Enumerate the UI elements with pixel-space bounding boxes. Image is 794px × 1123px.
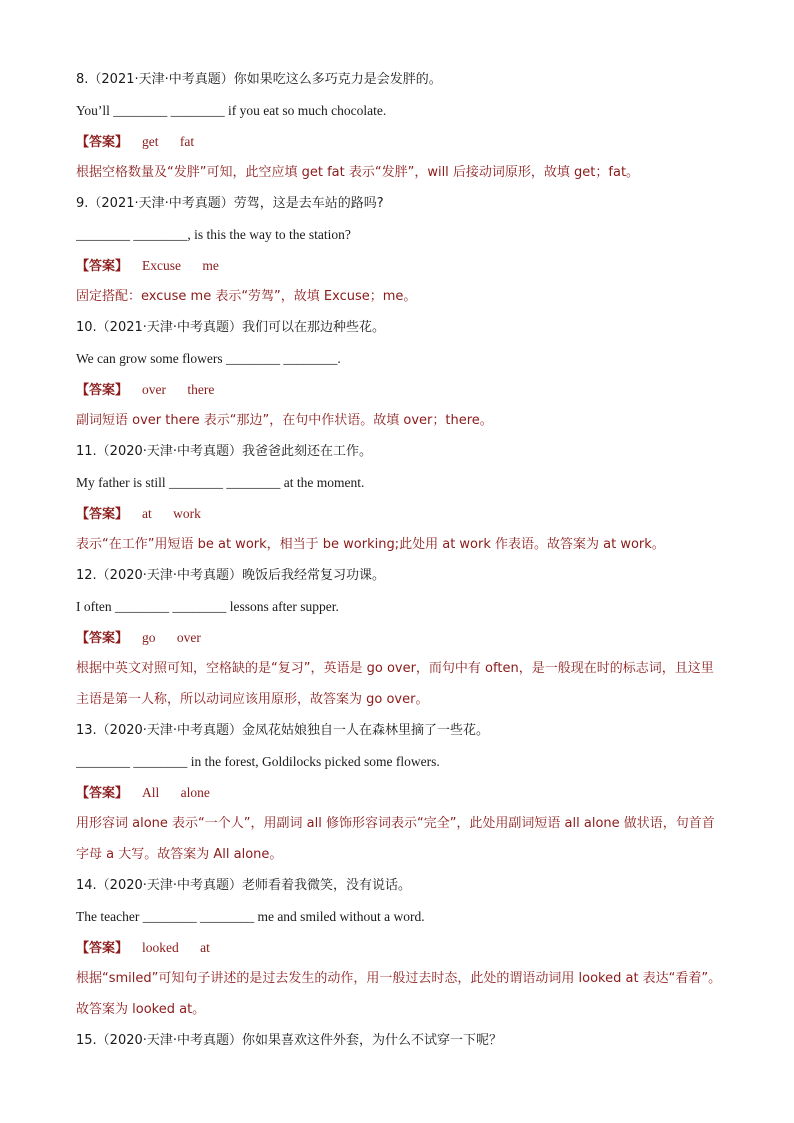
- question-block-15: [76, 1025, 726, 1056]
- question-stem: 15.（2020·天津·中考真题）你如果喜欢这件外套，为什么不试穿一下呢？: [76, 1033, 503, 1048]
- explanation: 副词短语 over there 表示“那边”，在句中作状语。故填 over；there。: [76, 413, 493, 428]
- answer-words: go over: [142, 630, 201, 645]
- explanation: 固定搭配：excuse me 表示“劳驾”，故填 Excuse；me。: [76, 289, 417, 304]
- answer-line: [76, 374, 726, 405]
- explanation: 根据中英文对照可知，空格缺的是“复习”，英语是 go over，而句中有 often，是一般现在时的标志词，且这里主语是第一人称，所以动词应该用原形，故答案为 go over。: [76, 661, 714, 707]
- answer-words: All alone: [142, 785, 210, 800]
- question-stem: 11.（2020·天津·中考真题）我爸爸此刻还在工作。: [76, 444, 373, 459]
- english-sentence: The teacher ________ ________ me and smiled without a word.: [76, 909, 425, 924]
- question-block-8: [76, 64, 726, 188]
- answer-words: looked at: [142, 940, 210, 955]
- explanation: 根据空格数量及“发胖”可知，此空应填 get fat 表示“发胖”，will 后接动词原形，故填 get；fat。: [76, 165, 640, 180]
- answer-label: 【答案】: [76, 941, 129, 956]
- english-sentence: My father is still ________ ________ at the moment.: [76, 475, 365, 490]
- explanation: 根据“smiled”可知句子讲述的是过去发生的动作，用一般过去时态，此处的谓语动词用 looked at 表达“看着”。故答案为 looked at。: [76, 971, 722, 1017]
- question-block-9: [76, 188, 726, 312]
- answer-line: [76, 126, 726, 157]
- english-sentence: I often ________ ________ lessons after supper.: [76, 599, 339, 614]
- explanation: 表示“在工作”用短语 be at work，相当于 be working;此处用 at work 作表语。故答案为 at work。: [76, 537, 665, 552]
- question-stem: 9.（2021·天津·中考真题）劳驾，这是去车站的路吗?: [76, 196, 384, 211]
- answer-words: get fat: [142, 134, 195, 149]
- question-block-14: [76, 870, 726, 1025]
- answer-line: [76, 250, 726, 281]
- question-stem: 14.（2020·天津·中考真题）老师看着我微笑，没有说话。: [76, 878, 412, 893]
- answer-line: [76, 777, 726, 808]
- english-sentence: We can grow some flowers ________ ________.: [76, 351, 341, 366]
- answer-line: [76, 622, 726, 653]
- answer-label: 【答案】: [76, 631, 129, 646]
- answer-label: 【答案】: [76, 383, 129, 398]
- explanation: 用形容词 alone 表示“一个人”，用副词 all 修饰形容词表示“完全”，此处用副词短语 all alone 做状语，句首首字母 a 大写。故答案为 All alone。: [76, 816, 715, 862]
- english-sentence: ________ ________, is this the way to the station?: [76, 227, 351, 242]
- answer-line: [76, 498, 726, 529]
- question-stem: 8.（2021·天津·中考真题）你如果吃这么多巧克力是会发胖的。: [76, 72, 442, 87]
- english-sentence: You’ll ________ ________ if you eat so much chocolate.: [76, 103, 387, 118]
- question-stem: 12.（2020·天津·中考真题）晚饭后我经常复习功课。: [76, 568, 386, 583]
- document-page: [76, 64, 726, 1056]
- question-stem: 13.（2020·天津·中考真题）金凤花姑娘独自一人在森林里摘了一些花。: [76, 723, 490, 738]
- answer-label: 【答案】: [76, 259, 129, 274]
- answer-line: [76, 932, 726, 963]
- answer-label: 【答案】: [76, 507, 129, 522]
- question-block-13: [76, 715, 726, 870]
- question-block-12: [76, 560, 726, 715]
- english-sentence: ________ ________ in the forest, Goldilocks picked some flowers.: [76, 754, 440, 769]
- answer-words: at work: [142, 506, 201, 521]
- answer-words: over there: [142, 382, 215, 397]
- answer-label: 【答案】: [76, 135, 129, 150]
- question-stem: 10.（2021·天津·中考真题）我们可以在那边种些花。: [76, 320, 386, 335]
- answer-label: 【答案】: [76, 786, 129, 801]
- question-block-11: [76, 436, 726, 560]
- answer-words: Excuse me: [142, 258, 219, 273]
- question-block-10: [76, 312, 726, 436]
